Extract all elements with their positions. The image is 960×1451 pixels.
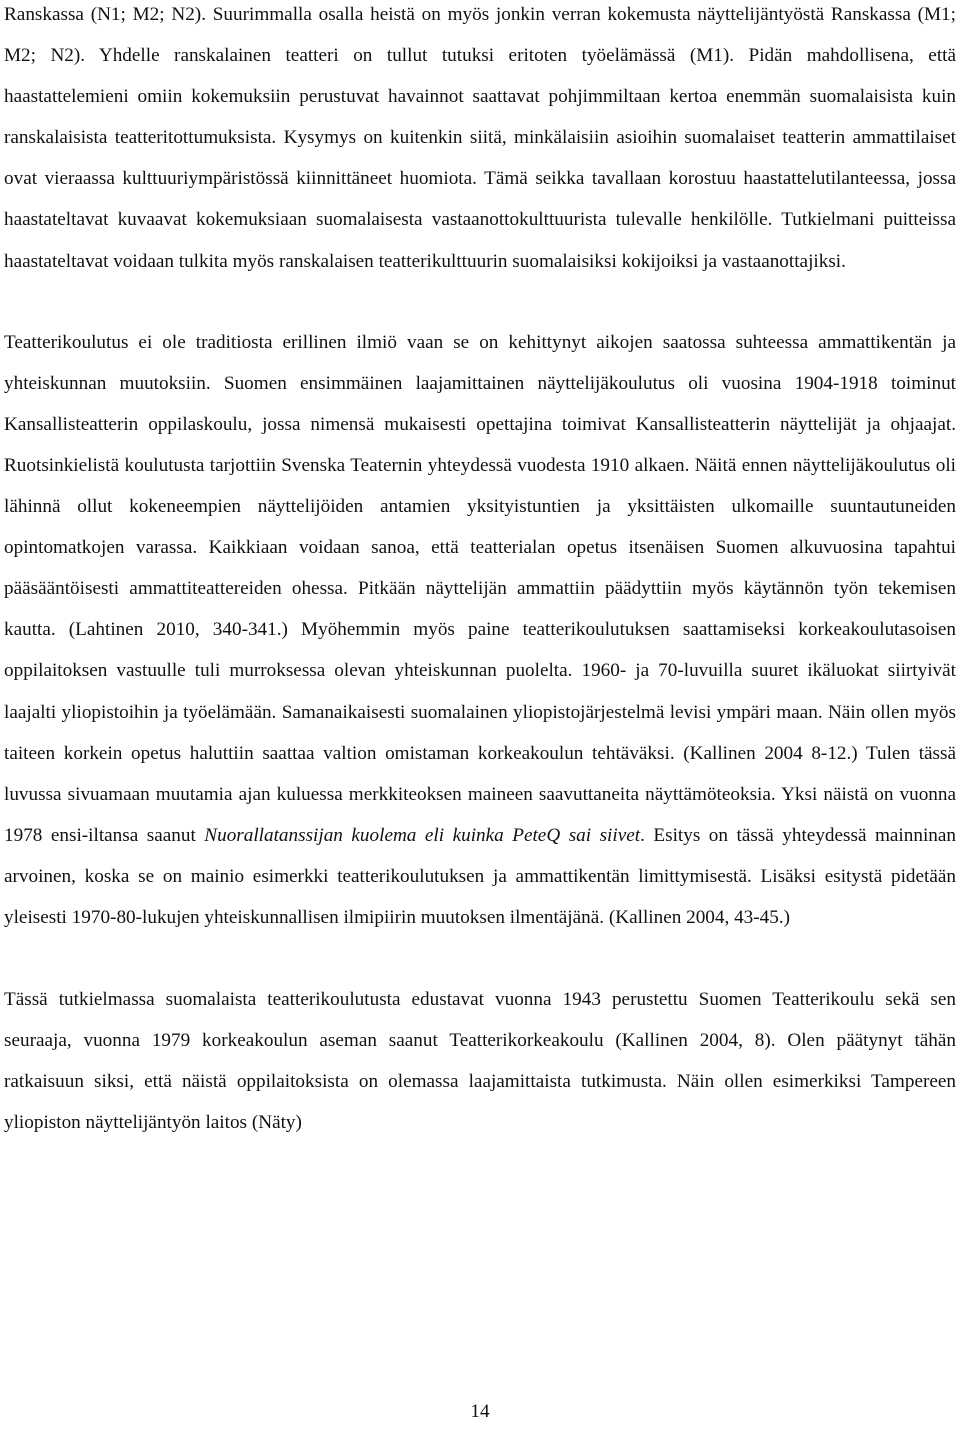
paragraph-2-text-after: . Esitys on tässä yhteydessä mainninan arvoinen, koska se on mainio esimerkki teatterikoulutuksen ja ammattikentän limittymisestä. Lisäksi esitystä pidetään yleisesti 1970-80-lukujen yhteiskunnallisen ilmipiirin muutoksen ilmentäjänä. (Kallinen 2004, 43-45.): [4, 824, 956, 928]
paragraph-1: Ranskassa (N1; M2; N2). Suurimmalla osalla heistä on myös jonkin verran kokemusta näyttelijäntyöstä Ranskassa (M1; M2; N2). Yhdelle ranskalainen teatteri on tullut tutuksi eritoten työelämässä (M1). Pidän mahdollisena, että haastattelemieni omiin kokemuksiin perustuvat havainnot saattavat pohjimmiltaan kertoa enemmän suomalaisista kuin ranskalaisista teatteritottumuksista. Kysymys on kuitenkin siitä, minkälaisiin asioihin suomalaiset teatterin ammattilaiset ovat vieraassa kulttuuriympäristössä kiinnittäneet huomiota. Tämä seikka tavallaan korostuu haastattelutilanteessa, jossa haastateltavat kuvaavat kokemuksiaan suomalaisesta vastaanottokulttuurista tulevalle henkilölle. Tutkielmani puitteissa haastateltavat voidaan tulkita myös ranskalaisen teatterikulttuurin suomalaisiksi kokijoiksi ja vastaanottajiksi.: [4, 4, 956, 272]
play-title: Nuorallatanssijan kuolema eli kuinka PeteQ sai siivet: [204, 824, 641, 846]
document-page: [4, 0, 956, 1143]
page-number: 14: [470, 1401, 490, 1422]
paragraph-gap: [4, 282, 956, 322]
paragraph-gap: [4, 938, 956, 979]
paragraph-3: Tässä tutkielmassa suomalaista teatterikoulutusta edustavat vuonna 1943 perustettu Suomen Teatterikoulu sekä sen seuraaja, vuonna 1979 korkeakoulun aseman saanut Teatterikorkeakoulu (Kallinen 2004, 8). Olen päätynyt tähän ratkaisuun siksi, että näistä oppilaitoksista on olemassa laajamittaista tutkimusta. Näin ollen esimerkiksi Tampereen yliopiston näyttelijäntyön laitos (Näty): [4, 989, 956, 1134]
paragraph-2: [4, 322, 956, 938]
paragraph-2-text-before: Teatterikoulutus ei ole traditiosta erillinen ilmiö vaan se on kehittynyt aikojen saatossa suhteessa ammattikentän ja yhteiskunnan muutoksiin. Suomen ensimmäinen laajamittainen näyttelijäkoulutus oli vuosina 1904-1918 toiminut Kansallisteatterin oppilaskoulu, jossa nimensä mukaisesti opettajina toimivat Kansallisteatterin näyttelijät ja ohjaajat. Ruotsinkielistä koulutusta tarjottiin Svenska Teaternin yhteydessä vuodesta 1910 alkaen. Näitä ennen näyttelijäkoulutus oli lähinnä ollut kokeneempien näyttelijöiden antamien yksityistuntien ja yksittäisten ulkomaille suuntautuneiden opintomatkojen varassa. Kaikkiaan voidaan sanoa, että teatterialan opetus itsenäisen Suomen alkuvuosina tapahtui pääsääntöisesti ammattiteattereiden ohessa. Pitkään näyttelijän ammattiin päädyttiin myös käytännön työn tekemisen kautta. (Lahtinen 2010, 340-341.) Myöhemmin myös paine teatterikoulutuksen saattamiseksi korkeakoulutasoisen oppilaitoksen vastuulle tuli murroksessa olevan yhteiskunnan puolelta. 1960- ja 70-luvuilla suuret ikäluokat siirtyivät laajalti yliopistoihin ja työelämään. Samanaikaisesti suomalainen yliopistojärjestelmä levisi ympäri maan. Näin ollen myös taiteen korkein opetus haluttiin saattaa valtion omistaman korkeakoulun tehtäväksi. (Kallinen 2004 8-12.) Tulen tässä luvussa sivuamaan muutamia ajan kuluessa merkkiteoksen maineen saavuttaneita näyttämöteoksia. Yksi näistä on vuonna 1978 ensi-iltansa saanut: [4, 331, 956, 846]
